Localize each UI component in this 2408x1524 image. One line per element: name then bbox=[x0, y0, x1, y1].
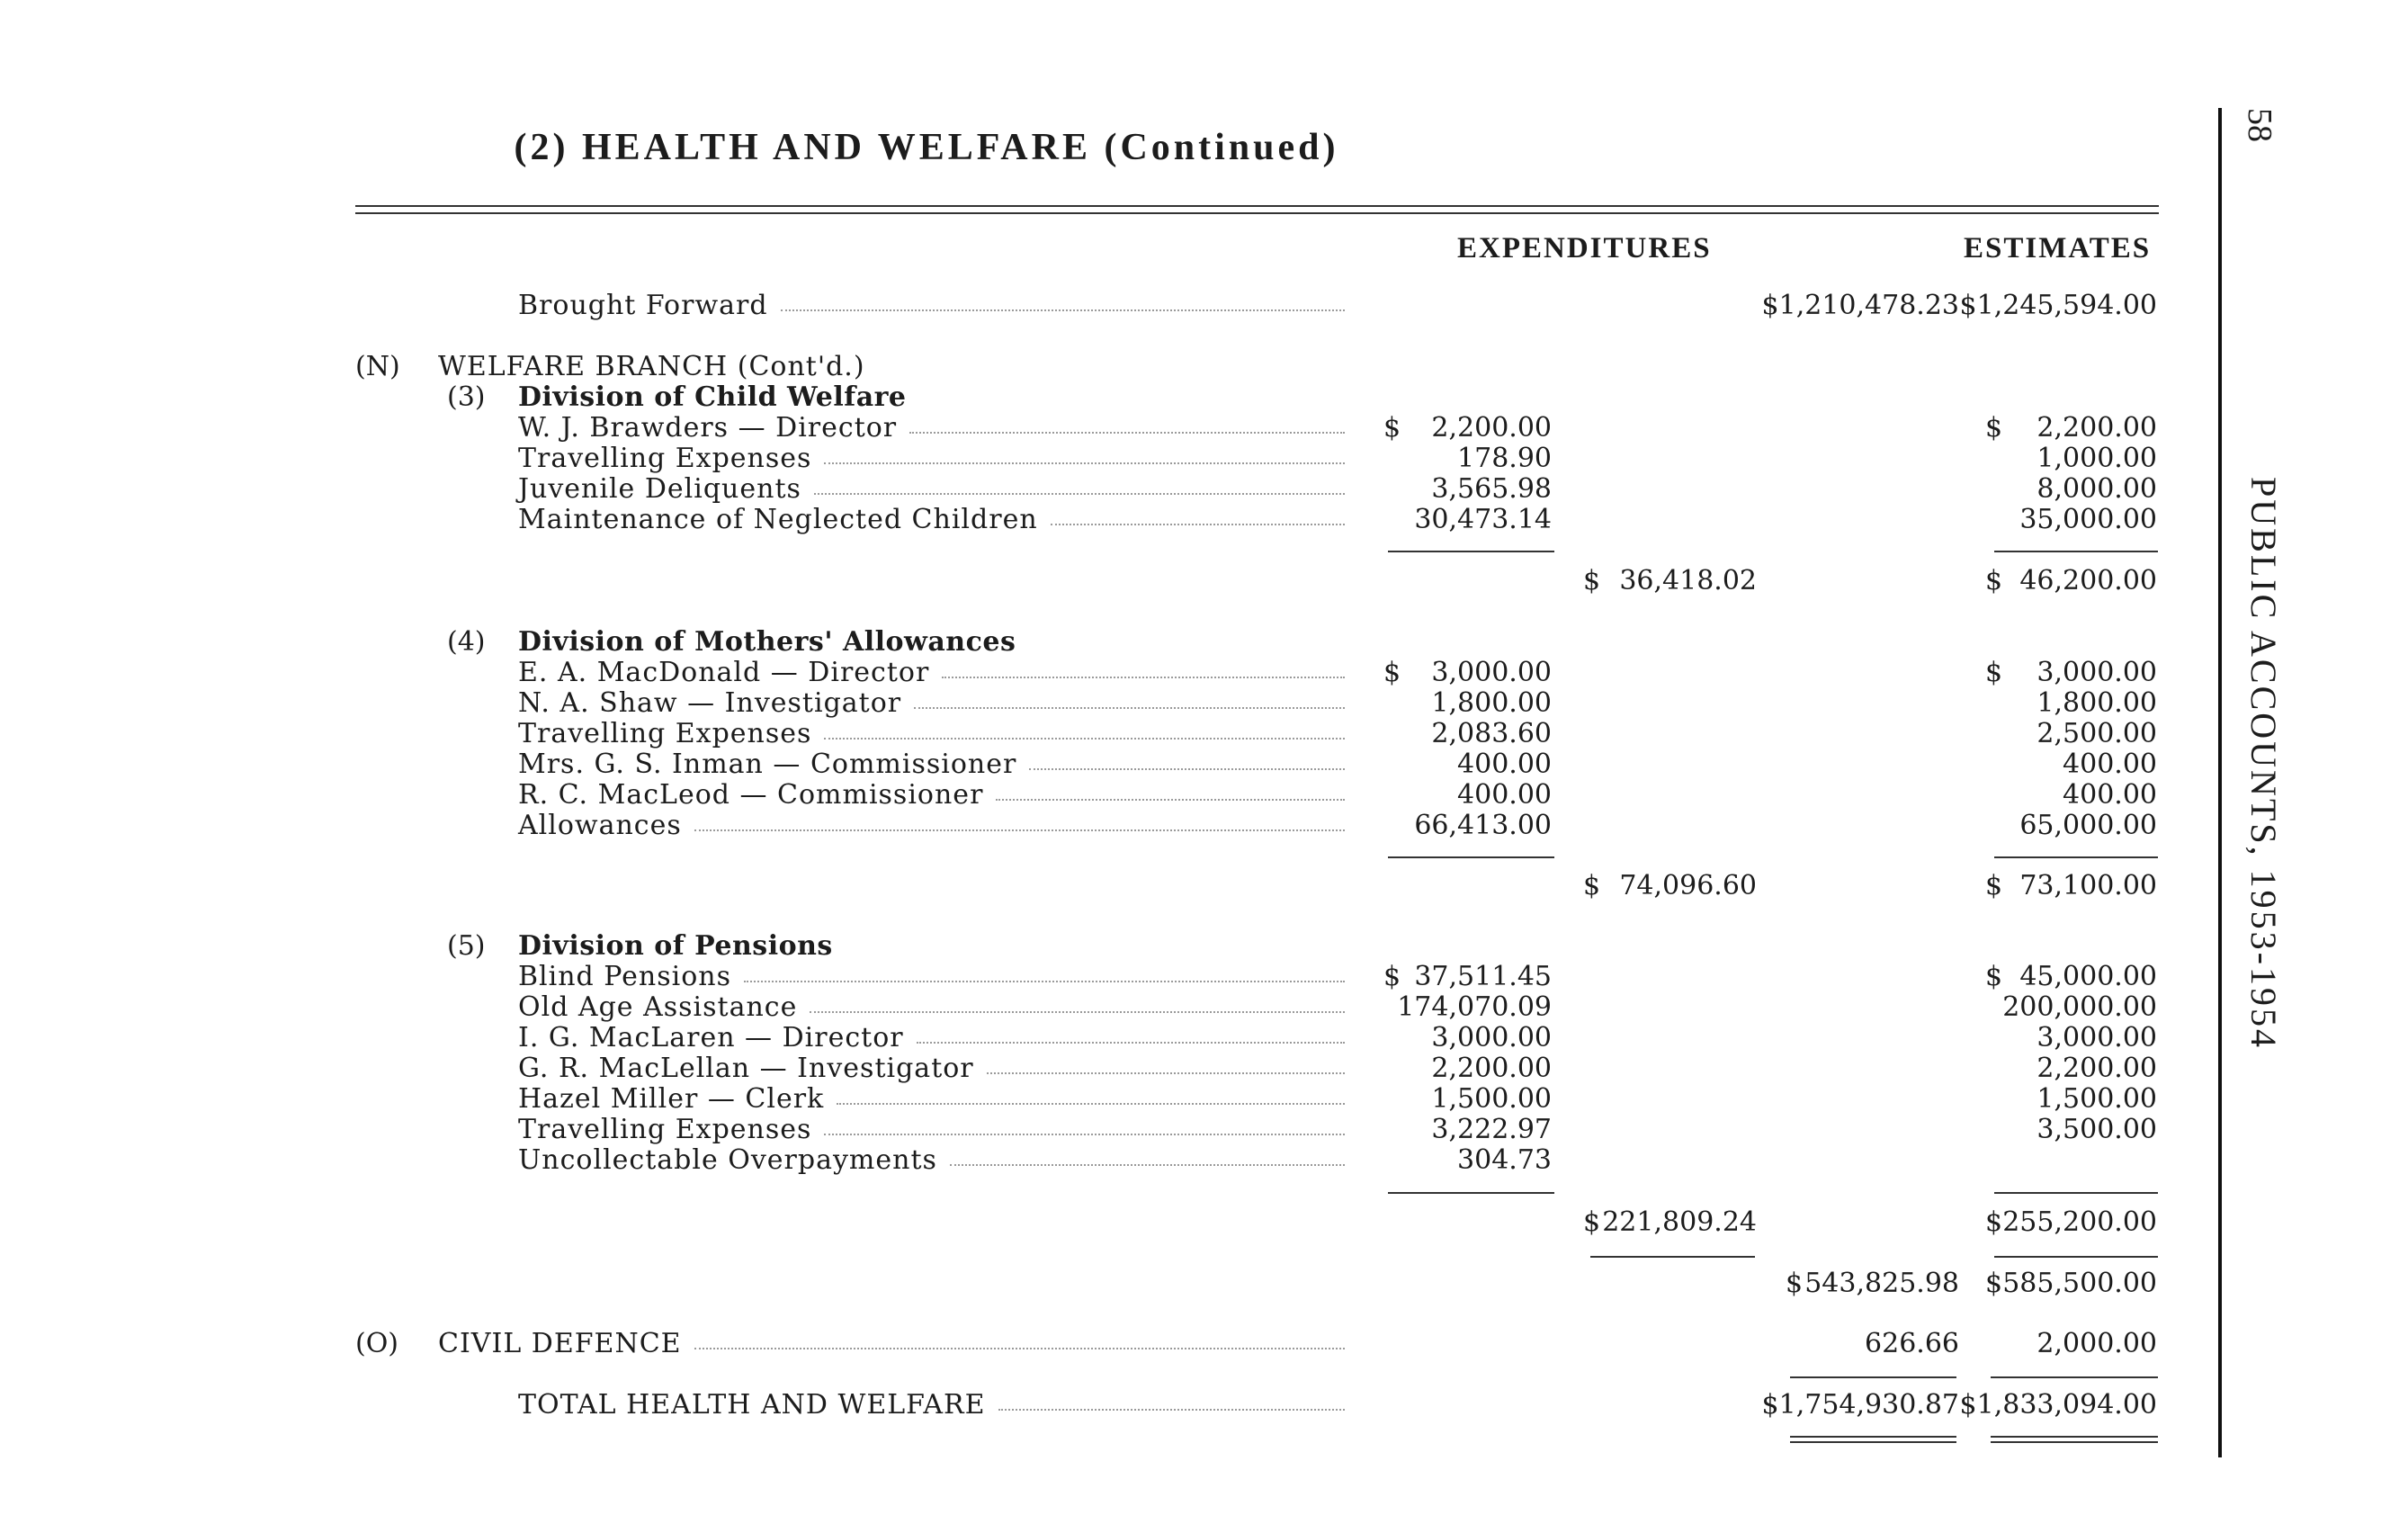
header-rule-bottom bbox=[355, 212, 2159, 214]
table-row bbox=[0, 1053, 2177, 1085]
leader-dots bbox=[837, 1103, 1345, 1105]
leader-dots bbox=[909, 432, 1345, 434]
leader-dots bbox=[781, 309, 1345, 311]
table-row bbox=[0, 749, 2177, 781]
dollar-sign: $ bbox=[1985, 657, 2003, 688]
dollar-sign: $ bbox=[1985, 1268, 2003, 1299]
row-label: CIVIL DEFENCE bbox=[438, 1328, 682, 1359]
dollar-sign: $ bbox=[1383, 961, 1401, 992]
brought-forward-expenditure: $1,210,478.23 bbox=[1761, 290, 1959, 321]
expenditure-value: 3,565.98 bbox=[1431, 473, 1552, 505]
estimate-value: 3,000.00 bbox=[2037, 1022, 2157, 1053]
grand-total-estimate: $1,833,094.00 bbox=[1959, 1389, 2157, 1421]
estimate-value: 2,500.00 bbox=[2037, 718, 2157, 749]
leader-dots bbox=[998, 1409, 1345, 1411]
division-title: Division of Child Welfare bbox=[518, 381, 907, 413]
division-code: (3) bbox=[447, 381, 486, 413]
table-row bbox=[0, 1144, 2177, 1177]
dollar-sign: $ bbox=[1583, 565, 1601, 596]
row-label: E. A. MacDonald — Director bbox=[518, 657, 930, 688]
leader-dots bbox=[744, 981, 1345, 982]
mothers-exp-underline bbox=[1388, 856, 1554, 858]
pensions-heading bbox=[0, 930, 2177, 963]
child-exp-underline bbox=[1388, 551, 1554, 552]
leader-dots bbox=[824, 1134, 1345, 1135]
leader-dots bbox=[914, 707, 1345, 709]
child-welfare-heading bbox=[0, 381, 2177, 414]
leader-dots bbox=[810, 1011, 1345, 1013]
table-row bbox=[0, 1083, 2177, 1116]
expenditure-value: 2,200.00 bbox=[1431, 412, 1552, 444]
row-label: Travelling Expenses bbox=[518, 443, 812, 474]
welfare-branch-estimate-total: 585,500.00 bbox=[2002, 1268, 2157, 1299]
row-label: Hazel Miller — Clerk bbox=[518, 1083, 825, 1115]
total-est-double-underline-1 bbox=[1991, 1436, 2158, 1438]
mothers-allowances-estimate-total: 73,100.00 bbox=[2019, 870, 2157, 901]
row-label: Maintenance of Neglected Children bbox=[518, 504, 1038, 535]
expenditure-value: 400.00 bbox=[1457, 749, 1552, 780]
estimates-column-header: ESTIMATES bbox=[1964, 232, 2152, 264]
leader-dots bbox=[814, 493, 1345, 495]
estimate-value: 2,200.00 bbox=[2037, 412, 2157, 444]
table-row bbox=[0, 991, 2177, 1024]
row-label: N. A. Shaw — Investigator bbox=[518, 687, 902, 719]
expenditure-value: 3,000.00 bbox=[1431, 657, 1552, 688]
table-row bbox=[0, 687, 2177, 720]
expenditure-value: 174,070.09 bbox=[1397, 991, 1552, 1023]
section-code: (N) bbox=[355, 351, 400, 382]
mothers-allowances-subtotal: 74,096.60 bbox=[1619, 870, 1757, 901]
leader-dots bbox=[942, 677, 1345, 678]
leader-dots bbox=[1029, 768, 1345, 770]
total-exp-double-underline-2 bbox=[1790, 1441, 1956, 1443]
dollar-sign: $ bbox=[1985, 870, 2003, 901]
table-row bbox=[0, 1114, 2177, 1146]
pensions-subtotal: 221,809.24 bbox=[1602, 1206, 1757, 1238]
table-row bbox=[0, 961, 2177, 993]
total-est-double-underline-2 bbox=[1991, 1441, 2158, 1443]
section-code: (O) bbox=[355, 1328, 399, 1359]
child-welfare-estimate-total: 46,200.00 bbox=[2019, 565, 2157, 596]
expenditure-value: 178.90 bbox=[1457, 443, 1552, 474]
row-label: Blind Pensions bbox=[518, 961, 731, 992]
row-label: Travelling Expenses bbox=[518, 1114, 812, 1145]
table-row bbox=[0, 810, 2177, 842]
dollar-sign: $ bbox=[1985, 1206, 2003, 1238]
estimate-value: 2,200.00 bbox=[2037, 1053, 2157, 1084]
estimate-value: 1,000.00 bbox=[2037, 443, 2157, 474]
row-label: G. R. MacLellan — Investigator bbox=[518, 1053, 974, 1084]
page-title: (2) HEALTH AND WELFARE (Continued) bbox=[514, 127, 1339, 168]
brought-forward-row bbox=[0, 290, 2177, 322]
row-label: Allowances bbox=[518, 810, 682, 841]
row-label: Mrs. G. S. Inman — Commissioner bbox=[518, 749, 1017, 780]
civil-defence-expenditure: 626.66 bbox=[1865, 1328, 1959, 1359]
civil-defence-row bbox=[0, 1328, 2177, 1360]
child-welfare-total-row bbox=[0, 565, 2177, 597]
leader-dots bbox=[996, 799, 1345, 801]
total-est-underline-top bbox=[1991, 1376, 2158, 1378]
page-number: 58 bbox=[2241, 108, 2278, 142]
total-exp-double-underline-1 bbox=[1790, 1436, 1956, 1438]
dollar-sign: $ bbox=[1985, 961, 2003, 992]
grand-total-expenditure: $1,754,930.87 bbox=[1761, 1389, 1959, 1421]
expenditure-value: 2,200.00 bbox=[1431, 1053, 1552, 1084]
table-row bbox=[0, 443, 2177, 475]
row-label: Juvenile Deliquents bbox=[518, 473, 801, 505]
estimate-value: 200,000.00 bbox=[2002, 991, 2157, 1023]
expenditure-value: 400.00 bbox=[1457, 779, 1552, 811]
expenditure-value: 30,473.14 bbox=[1414, 504, 1552, 535]
total-exp-underline-top bbox=[1790, 1376, 1956, 1378]
pensions-exp-underline bbox=[1388, 1192, 1554, 1194]
expenditure-value: 1,500.00 bbox=[1431, 1083, 1552, 1115]
leader-dots bbox=[1051, 524, 1345, 525]
child-welfare-subtotal: 36,418.02 bbox=[1619, 565, 1757, 596]
grand-total-row bbox=[0, 1389, 2177, 1421]
welfare-est-underline bbox=[1994, 1256, 2158, 1258]
dollar-sign: $ bbox=[1985, 565, 2003, 596]
table-row bbox=[0, 473, 2177, 506]
row-label: Uncollectable Overpayments bbox=[518, 1144, 937, 1176]
division-title: Division of Mothers' Allowances bbox=[518, 626, 1016, 658]
row-label: R. C. MacLeod — Commissioner bbox=[518, 779, 984, 811]
expenditure-value: 304.73 bbox=[1457, 1144, 1552, 1176]
row-label: W. J. Brawders — Director bbox=[518, 412, 898, 444]
expenditure-value: 1,800.00 bbox=[1431, 687, 1552, 719]
table-row bbox=[0, 718, 2177, 750]
row-label: Travelling Expenses bbox=[518, 718, 812, 749]
estimate-value: 35,000.00 bbox=[2019, 504, 2157, 535]
mothers-allowances-heading bbox=[0, 626, 2177, 659]
estimate-value: 1,800.00 bbox=[2037, 687, 2157, 719]
leader-dots bbox=[824, 738, 1345, 740]
table-row bbox=[0, 657, 2177, 689]
estimate-value: 400.00 bbox=[2063, 779, 2157, 811]
dollar-sign: $ bbox=[1383, 412, 1401, 444]
welfare-branch-total: 543,825.98 bbox=[1804, 1268, 1959, 1299]
mothers-est-underline bbox=[1994, 856, 2158, 858]
brought-forward-estimate: $1,245,594.00 bbox=[1959, 290, 2157, 321]
leader-dots bbox=[694, 829, 1345, 831]
pensions-estimate-total: 255,200.00 bbox=[2002, 1206, 2157, 1238]
welfare-branch-heading bbox=[0, 351, 2177, 383]
estimate-value: 1,500.00 bbox=[2037, 1083, 2157, 1115]
division-title: Division of Pensions bbox=[518, 930, 833, 962]
estimate-value: 65,000.00 bbox=[2019, 810, 2157, 841]
dollar-sign: $ bbox=[1383, 657, 1401, 688]
row-label: TOTAL HEALTH AND WELFARE bbox=[518, 1389, 986, 1421]
dollar-sign: $ bbox=[1583, 1206, 1601, 1238]
leader-dots bbox=[824, 462, 1345, 464]
leader-dots bbox=[694, 1348, 1345, 1349]
dollar-sign: $ bbox=[1985, 412, 2003, 444]
header-rule-top bbox=[355, 205, 2159, 207]
section-label: WELFARE BRANCH (Cont'd.) bbox=[438, 351, 865, 382]
welfare-branch-total-row bbox=[0, 1268, 2177, 1300]
expenditure-value: 37,511.45 bbox=[1414, 961, 1552, 992]
pensions-est-underline bbox=[1994, 1192, 2158, 1194]
division-code: (4) bbox=[447, 626, 486, 658]
expenditure-value: 3,222.97 bbox=[1431, 1114, 1552, 1145]
leader-dots bbox=[950, 1164, 1345, 1166]
estimate-value: 400.00 bbox=[2063, 749, 2157, 780]
civil-defence-estimate: 2,000.00 bbox=[2037, 1328, 2157, 1359]
leader-dots bbox=[987, 1072, 1345, 1074]
running-title: PUBLIC ACCOUNTS, 1953-1954 bbox=[2243, 477, 2284, 1050]
table-row bbox=[0, 1022, 2177, 1054]
margin-rule bbox=[2218, 108, 2222, 1457]
dollar-sign: $ bbox=[1583, 870, 1601, 901]
estimate-value: 45,000.00 bbox=[2019, 961, 2157, 992]
division-code: (5) bbox=[447, 930, 486, 962]
table-row bbox=[0, 504, 2177, 536]
row-label: I. G. MacLaren — Director bbox=[518, 1022, 904, 1053]
row-label: Brought Forward bbox=[518, 290, 768, 321]
expenditure-value: 66,413.00 bbox=[1414, 810, 1552, 841]
expenditures-column-header: EXPENDITURES bbox=[1457, 232, 1712, 264]
welfare-subtotals-underline bbox=[1590, 1256, 1755, 1258]
estimate-value: 3,500.00 bbox=[2037, 1114, 2157, 1145]
estimate-value: 3,000.00 bbox=[2037, 657, 2157, 688]
child-est-underline bbox=[1994, 551, 2158, 552]
expenditure-value: 3,000.00 bbox=[1431, 1022, 1552, 1053]
dollar-sign: $ bbox=[1786, 1268, 1804, 1299]
table-row bbox=[0, 412, 2177, 444]
table-row bbox=[0, 779, 2177, 811]
leader-dots bbox=[917, 1042, 1345, 1044]
pensions-total-row bbox=[0, 1206, 2177, 1239]
estimate-value: 8,000.00 bbox=[2037, 473, 2157, 505]
row-label: Old Age Assistance bbox=[518, 991, 798, 1023]
mothers-allowances-total-row bbox=[0, 870, 2177, 902]
expenditure-value: 2,083.60 bbox=[1431, 718, 1552, 749]
